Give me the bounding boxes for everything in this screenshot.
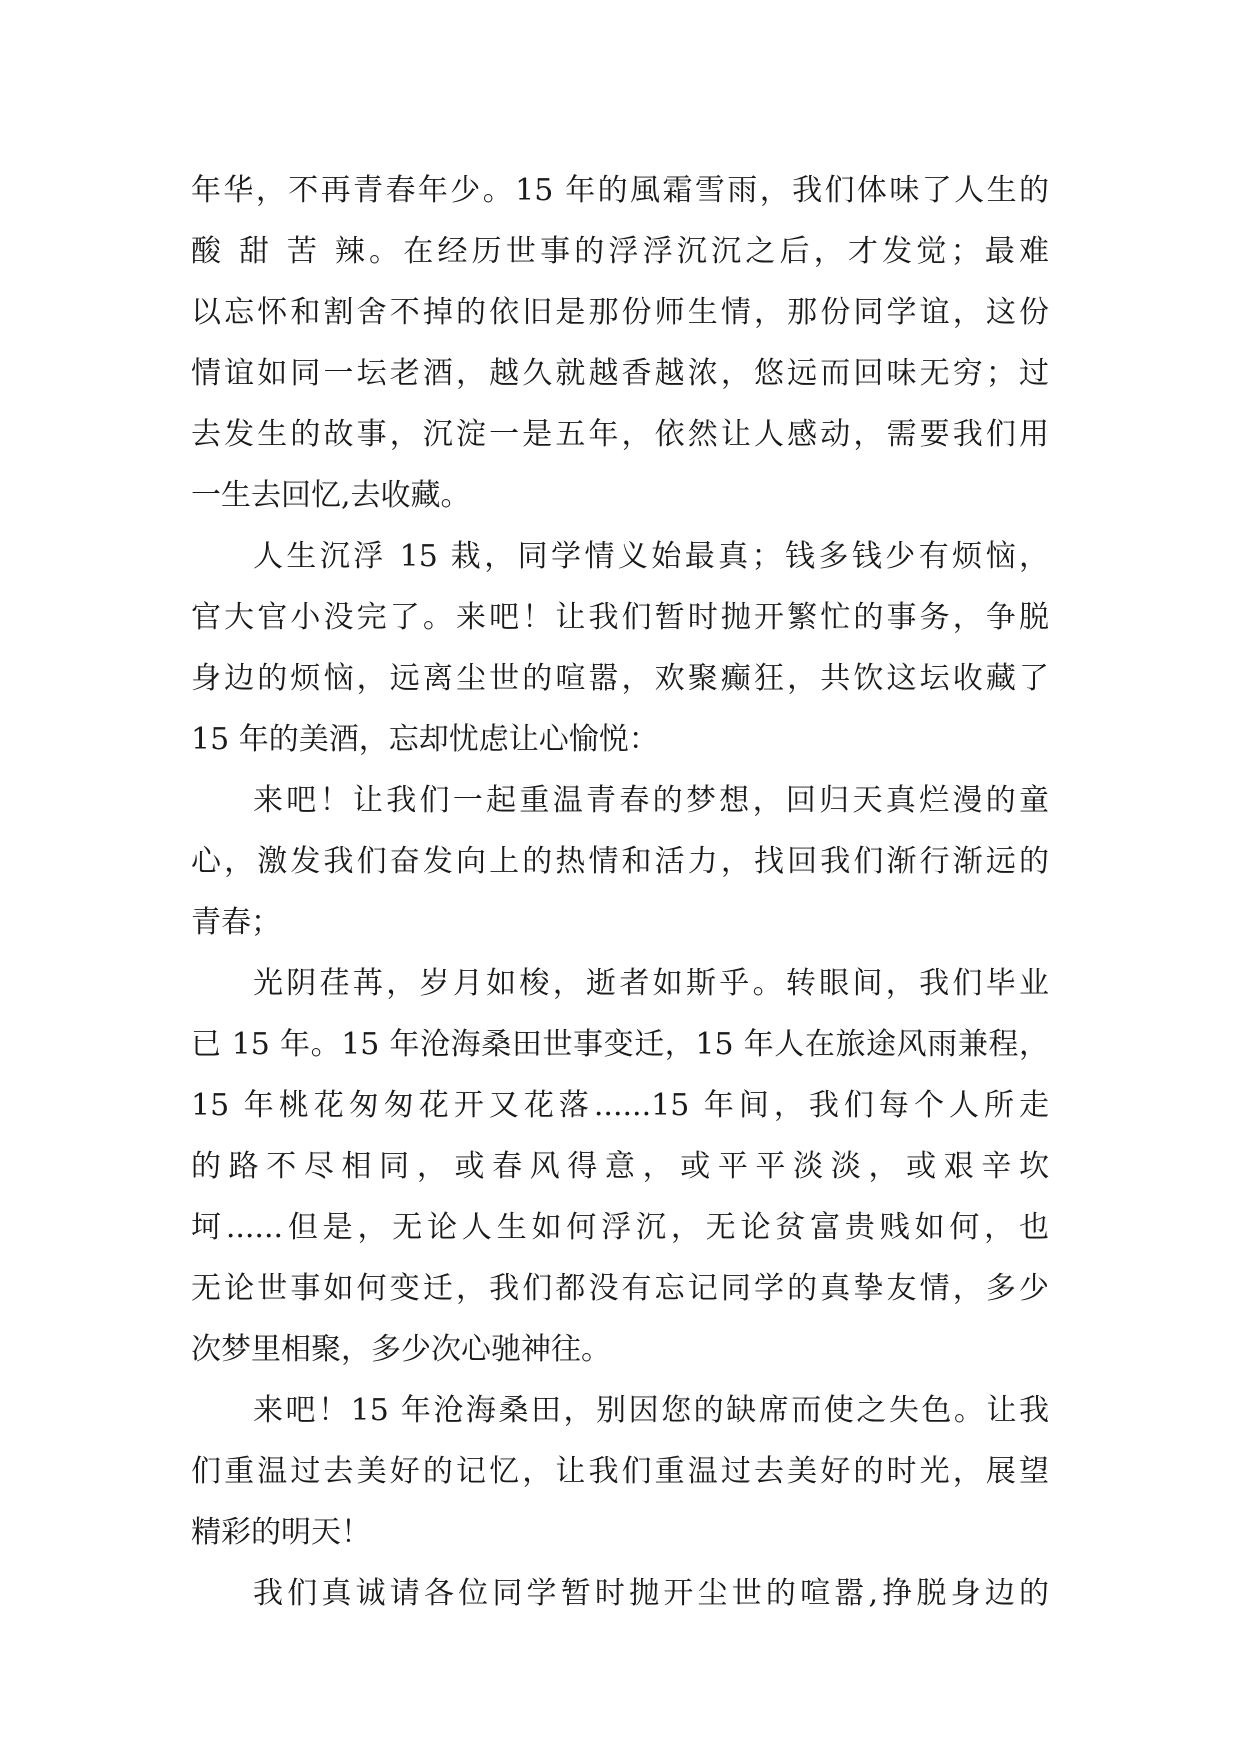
text-line: 青春； — [191, 905, 281, 940]
text-line: 去发生的故事，沉淀一是五年，依然让人感动，需要我们用 — [191, 417, 1049, 452]
text-line: 来吧！15 年沧海桑田，别因您的缺席而使之失色。让我 — [253, 1393, 1049, 1428]
text-line: 身边的烦恼，远离尘世的喧嚣，欢聚癫狂，共饮这坛收藏了 — [191, 661, 1049, 696]
text-line: 心，激发我们奋发向上的热情和活力，找回我们渐行渐远的 — [191, 844, 1049, 879]
text-line: 15 年桃花匆匆花开又花落......15 年间，我们每个人所走 — [191, 1088, 1049, 1123]
text-line: 精彩的明天！ — [191, 1515, 371, 1550]
text-line: 酸 甜 苦 辣。在经历世事的浮浮沉沉之后，才发觉；最难 — [191, 234, 1049, 269]
text-line: 情谊如同一坛老酒，越久就越香越浓，悠远而回味无穷；过 — [191, 356, 1049, 391]
text-line: 们重温过去美好的记忆，让我们重温过去美好的时光，展望 — [191, 1454, 1049, 1489]
text-line: 的路不尽相同，或春风得意，或平平淡淡，或艰辛坎 — [191, 1149, 1049, 1184]
text-line: 光阴荏苒，岁月如梭，逝者如斯乎。转眼间，我们毕业 — [253, 966, 1049, 1001]
text-line: 无论世事如何变迁，我们都没有忘记同学的真挚友情，多少 — [191, 1271, 1049, 1306]
text-line: 以忘怀和割舍不掉的依旧是那份师生情，那份同学谊，这份 — [191, 295, 1049, 330]
body-text — [191, 160, 1049, 1624]
text-line: 15 年的美酒，忘却忧虑让心愉悦： — [191, 722, 659, 757]
text-line: 年华，不再青春年少。15 年的風霜雪雨，我们体味了人生的 — [191, 173, 1049, 208]
text-line: 人生沉浮 15 栽，同学情义始最真；钱多钱少有烦恼， — [253, 539, 1049, 574]
text-line: 一生去回忆,去收藏。 — [191, 478, 471, 513]
text-line: 来吧！让我们一起重温青春的梦想，回归天真烂漫的童 — [253, 783, 1049, 818]
text-line: 已 15 年。15 年沧海桑田世事变迁，15 年人在旅途风雨兼程， — [191, 1027, 1049, 1062]
text-line: 坷......但是，无论人生如何浮沉，无论贫富贵贱如何，也 — [191, 1210, 1049, 1245]
text-line: 官大官小没完了。来吧！让我们暂时抛开繁忙的事务，争脱 — [191, 600, 1049, 635]
text-line: 我们真诚请各位同学暂时抛开尘世的喧嚣,挣脱身边的 — [253, 1576, 1049, 1611]
text-line: 次梦里相聚，多少次心驰神往。 — [191, 1332, 611, 1367]
